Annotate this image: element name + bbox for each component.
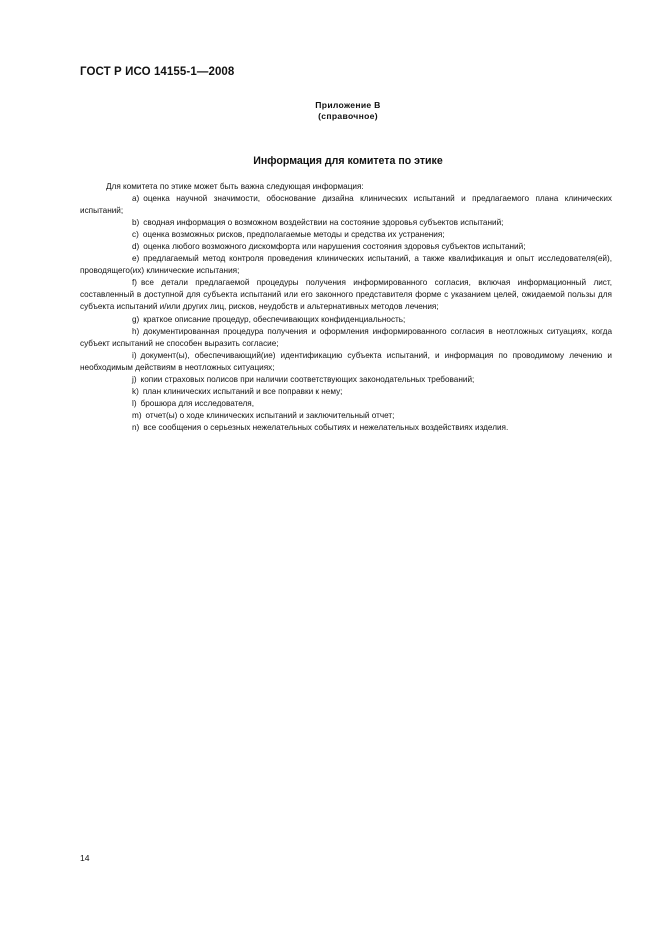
- item-text: предлагаемый метод контроля проведения клинических испытаний, а также квалификация и опыт исследователя(ей), проводящего(их) клинические испытания;: [80, 254, 612, 276]
- item-text: оценка возможных рисков, предполагаемые методы и средства их устранения;: [142, 230, 445, 240]
- item-label: n): [132, 422, 140, 432]
- item-label: m): [132, 410, 142, 420]
- item-label: h): [132, 326, 140, 336]
- item-label: a): [132, 194, 140, 204]
- item-label: b): [132, 218, 140, 228]
- list-item-n: [80, 422, 612, 434]
- list-item-m: [80, 410, 612, 422]
- list-item-l: [80, 398, 612, 410]
- list-item-d: [80, 241, 612, 253]
- item-label: c): [132, 230, 139, 240]
- item-text: отчет(ы) о ходе клинических испытаний и заключительный отчет;: [145, 410, 395, 420]
- section-title: Информация для комитета по этике: [253, 155, 443, 167]
- document-body: [80, 181, 612, 434]
- annex-title: Приложение В: [315, 100, 381, 110]
- item-label: i): [132, 350, 137, 360]
- annex-heading: [0, 100, 661, 122]
- item-label: g): [132, 314, 140, 324]
- item-label: d): [132, 242, 140, 252]
- intro-paragraph: Для комитета по этике может быть важна следующая информация:: [106, 182, 364, 191]
- list-item-a: [80, 193, 612, 217]
- item-text: документ(ы), обеспечивающий(ие) идентификацию субъекта испытаний, и информация по проводимому лечению и необходимым действиям в неотложных ситуациях;: [80, 350, 612, 372]
- item-label: l): [132, 398, 137, 408]
- item-text: оценка научной значимости, обоснование дизайна клинических испытаний и предлагаемого плана клинических испытаний;: [80, 194, 612, 216]
- item-label: e): [132, 254, 140, 264]
- list-item-k: [80, 386, 612, 398]
- item-text: копии страховых полисов при наличии соответствующих законодательных требований;: [140, 374, 475, 384]
- list-item-j: [80, 374, 612, 386]
- item-label: j): [132, 374, 137, 384]
- list-item-h: [80, 326, 612, 350]
- annex-subtitle: (справочное): [318, 111, 378, 121]
- item-text: брошюра для исследователя,: [140, 398, 254, 408]
- item-text: все детали предлагаемой процедуры получения информированного согласия, включая информационный лист, составленный в доступной для субъекта испытаний или его законного представителя форме с указанием целей, ожидаемой пользы для субъекта испытаний и/или других лиц, рисков, неудобств и альтернативных методов лечения;: [80, 278, 612, 312]
- item-text: все сообщения о серьезных нежелательных событиях и нежелательных воздействиях изделия.: [143, 422, 509, 432]
- list-item-e: [80, 253, 612, 277]
- list-item-b: [80, 217, 612, 229]
- item-label: f): [132, 278, 138, 288]
- item-text: документированная процедура получения и оформления информированного согласия в неотложных ситуациях, когда субъект испытаний не способен выразить согласие;: [80, 326, 612, 348]
- list-item-g: [80, 314, 612, 326]
- item-text: оценка любого возможного дискомфорта или нарушения состояния здоровья субъектов испытаний;: [143, 242, 526, 252]
- item-text: краткое описание процедур, обеспечивающих конфиденциальность;: [143, 314, 406, 324]
- document-header-code: ГОСТ Р ИСО 14155-1—2008: [80, 66, 235, 78]
- item-label: k): [132, 386, 139, 396]
- list-item-c: [80, 229, 612, 241]
- item-text: сводная информация о возможном воздействии на состояние здоровья субъектов испытаний;: [143, 218, 504, 228]
- list-item-f: [80, 277, 612, 313]
- list-item-i: [80, 350, 612, 374]
- item-text: план клинических испытаний и все поправки к нему;: [142, 386, 343, 396]
- page-number: 14: [80, 853, 90, 863]
